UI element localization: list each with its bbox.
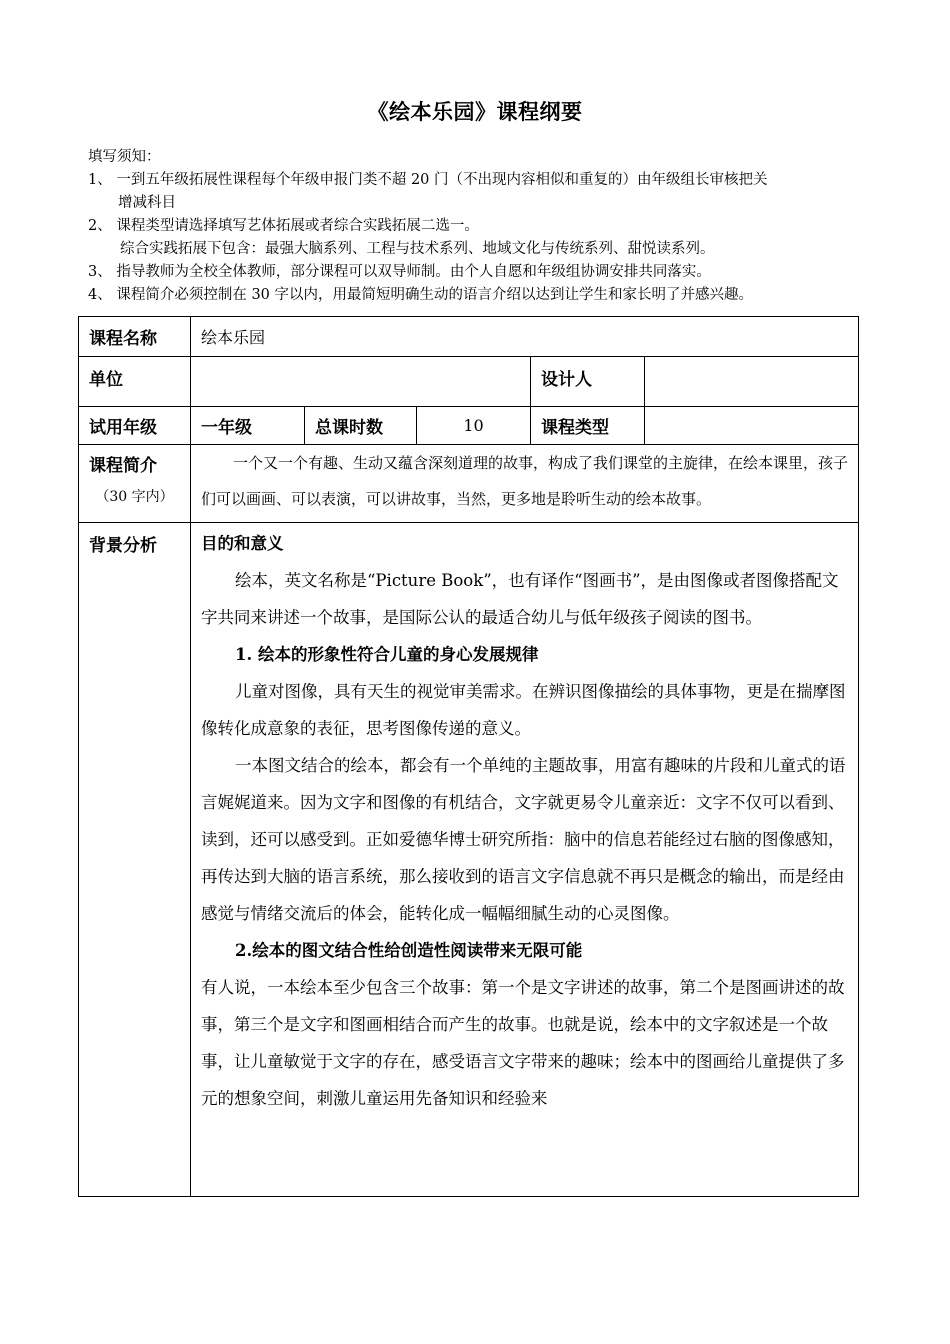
bg-paragraph-4: 有人说，一本绘本至少包含三个故事：第一个是文字讲述的故事，第二个是图画讲述的故事，第三个是文字和图画相结合而产生的故事。也就是说，绘本中的文字叙述是一个故事，让儿童敏觉于文字的存在，感受语言文字带来的趣味；绘本中的图画给儿童提供了多元的想象空间，刺激儿童运用先备知识和经验来 (201, 978, 845, 1108)
unit-label: 单位 (79, 357, 191, 407)
row-grade (79, 407, 859, 445)
instruction-item-4: 4、 课程简介必须控制在 30 字以内，用最简短明确生动的语言介绍以达到让学生和家长明了并感兴趣。 (88, 287, 753, 303)
instruction-item-1-continued: 增减科目 (118, 195, 176, 211)
bg-subheading-1: 1. 绘本的形象性符合儿童的身心发展规律 (235, 645, 539, 664)
intro-label-cell (79, 445, 191, 523)
bg-paragraph-1: 绘本，英文名称是“Picture Book”，也有译作“图画书”，是由图像或者图像搭配文字共同来讲述一个故事，是国际公认的最适合幼儿与低年级孩子阅读的图书。 (201, 571, 839, 627)
designer-label: 设计人 (531, 357, 645, 407)
unit-value (191, 357, 531, 407)
designer-value (645, 357, 859, 407)
instruction-item-2: 2、 课程类型请选择填写艺体拓展或者综合实践拓展二选一。 (88, 218, 479, 234)
hours-value: 10 (417, 407, 531, 445)
instruction-item-1: 1、 一到五年级拓展性课程每个年级申报门类不超 20 门（不出现内容相似和重复的）由年级组长审核把关 (88, 172, 768, 188)
instruction-item-2-sub: 综合实践拓展下包含：最强大脑系列、工程与技术系列、地域文化与传统系列、甜悦读系列。 (120, 241, 715, 257)
course-name-value: 绘本乐园 (191, 317, 859, 357)
filling-instructions (88, 146, 878, 307)
bg-paragraph-3: 一本图文结合的绘本，都会有一个单纯的主题故事，用富有趣味的片段和儿童式的语言娓娓道来。因为文字和图像的有机结合，文字就更易令儿童亲近：文字不仅可以看到、读到，还可以感受到。正如爱德华博士研究所指：脑中的信息若能经过右脑的图像感知，再传达到大脑的语言系统，那么接收到的语言文字信息就不再只是概念的输出，而是经由感觉与情绪交流后的体会，能转化成一幅幅细腻生动的心灵图像。 (201, 756, 846, 923)
instructions-header: 填写须知： (88, 149, 161, 165)
bg-subheading-2: 2.绘本的图文结合性给创造性阅读带来无限可能 (235, 941, 583, 960)
bg-paragraph-2: 儿童对图像，具有天生的视觉审美需求。在辨识图像描绘的具体事物，更是在揣摩图像转化成意象的表征，思考图像传递的意义。 (201, 682, 846, 738)
type-label: 课程类型 (531, 407, 645, 445)
course-outline-table (78, 316, 859, 1197)
row-background (79, 523, 859, 1197)
page-title: 《绘本乐园》课程纲要 (367, 99, 583, 124)
grade-label: 试用年级 (79, 407, 191, 445)
course-name-label: 课程名称 (79, 317, 191, 357)
row-intro (79, 445, 859, 523)
type-value (645, 407, 859, 445)
instruction-item-3: 3、 指导教师为全校全体教师，部分课程可以双导师制。由个人自愿和年级组协调安排共同落实。 (88, 264, 711, 280)
row-course-name (79, 317, 859, 357)
grade-value: 一年级 (191, 407, 305, 445)
background-content (191, 523, 859, 1197)
intro-limit-note: （30 字内） (95, 489, 174, 505)
background-label: 背景分析 (79, 523, 191, 1197)
bg-heading-purpose: 目的和意义 (201, 534, 284, 553)
row-unit (79, 357, 859, 407)
intro-text: 一个又一个有趣、生动又蕴含深刻道理的故事，构成了我们课堂的主旋律，在绘本课里，孩子们可以画画、可以表演，可以讲故事，当然，更多地是聆听生动的绘本故事。 (191, 445, 859, 523)
intro-label: 课程简介 (89, 456, 157, 476)
hours-label: 总课时数 (305, 407, 417, 445)
